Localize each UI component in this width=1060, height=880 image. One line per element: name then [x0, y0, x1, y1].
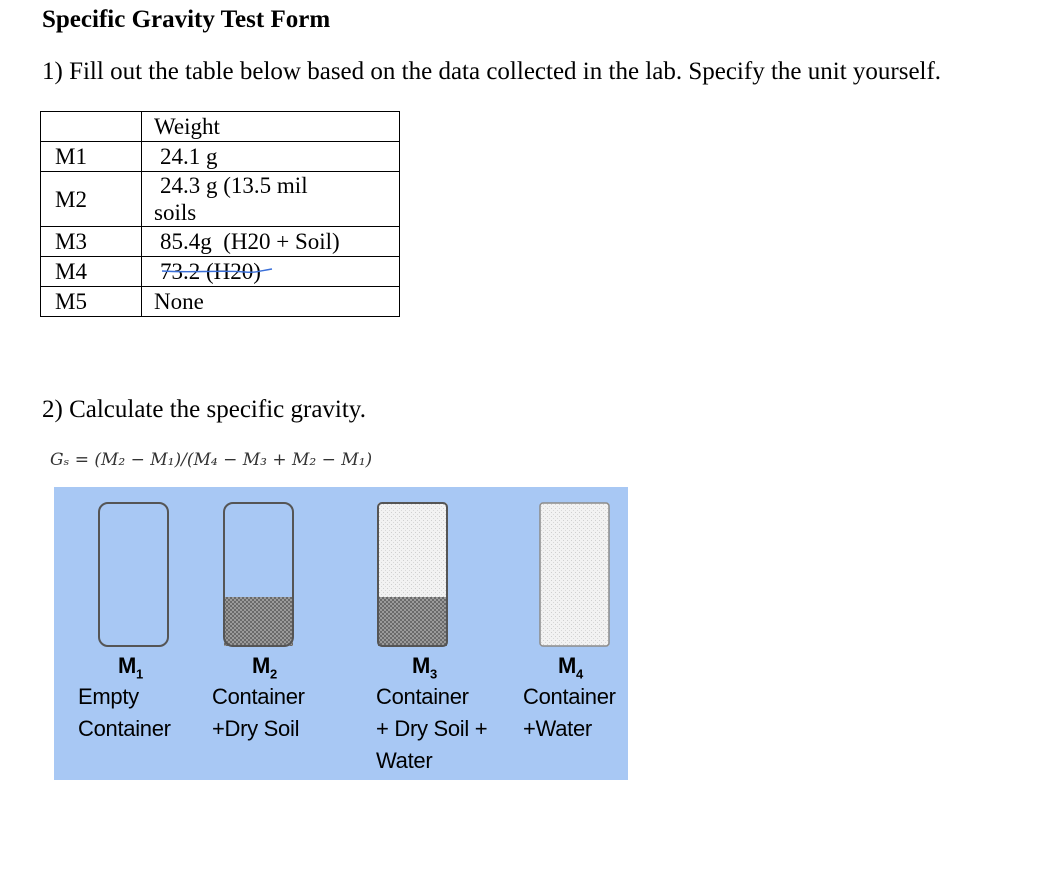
caption-m3-line2: + Dry Soil +	[376, 716, 488, 741]
table-header-weight: Weight	[142, 112, 400, 142]
container-m3-water	[378, 503, 447, 597]
row-label-m4: M4	[41, 257, 142, 287]
caption-m1-line1: Empty	[78, 684, 139, 709]
caption-m3-symbol: $M_3$	[412, 653, 437, 682]
container-m1	[99, 503, 168, 646]
row-value-m5: None	[142, 287, 400, 317]
handwriting-underline	[160, 268, 280, 278]
caption-m3-line3: Water	[376, 748, 433, 773]
question-2-text: 2) Calculate the specific gravity.	[42, 396, 366, 423]
question-1-text: 1) Fill out the table below based on the data collected in the lab. Specify the unit yourself.	[42, 58, 942, 85]
caption-m4-line2: +Water	[523, 716, 592, 741]
table-header-empty-cell	[41, 112, 142, 142]
caption-m2-symbol: $M_2$	[252, 653, 277, 682]
row-label-m3: M3	[41, 227, 142, 257]
row-label-m5: M5	[41, 287, 142, 317]
caption-m2-line2: +Dry Soil	[212, 716, 300, 741]
row-value-m2-line1: 24.3 g (13.5 mil	[160, 173, 308, 198]
row-value-m2	[142, 172, 400, 227]
row-value-m3-text: 85.4g (H20 + Soil)	[160, 229, 340, 254]
row-label-m1: M1	[41, 142, 142, 172]
page-title: Specific Gravity Test Form	[42, 6, 331, 33]
row-value-m3	[142, 227, 400, 257]
row-value-m2-line2: soils	[154, 200, 197, 225]
container-m3-soil	[378, 597, 447, 646]
weights-table	[40, 111, 400, 317]
caption-m1-line2: Container	[78, 716, 171, 741]
containers-illustration	[54, 487, 628, 667]
table-row	[41, 227, 400, 257]
row-value-m1: 24.1 g	[142, 142, 400, 172]
specific-gravity-formula: Gₛ = (M₂ − M₁)/(M₄ − M₃ + M₂ − M₁)	[50, 450, 373, 470]
table-row	[41, 172, 400, 227]
row-label-m2: M2	[41, 172, 142, 227]
caption-m1-symbol: $M_1$	[118, 653, 143, 682]
table-header-row	[41, 112, 400, 142]
caption-m4-symbol: $M_4$	[558, 653, 583, 682]
row-value-m4: 73.2 (H20)	[142, 257, 400, 287]
table-row	[41, 142, 400, 172]
table-row	[41, 287, 400, 317]
specific-gravity-diagram	[54, 487, 628, 780]
caption-m2-line1: Container	[212, 684, 305, 709]
container-m2-soil	[224, 597, 293, 646]
container-m4-water	[540, 503, 609, 646]
caption-m3-line1: Container	[376, 684, 469, 709]
caption-m4-line1: Container	[523, 684, 616, 709]
